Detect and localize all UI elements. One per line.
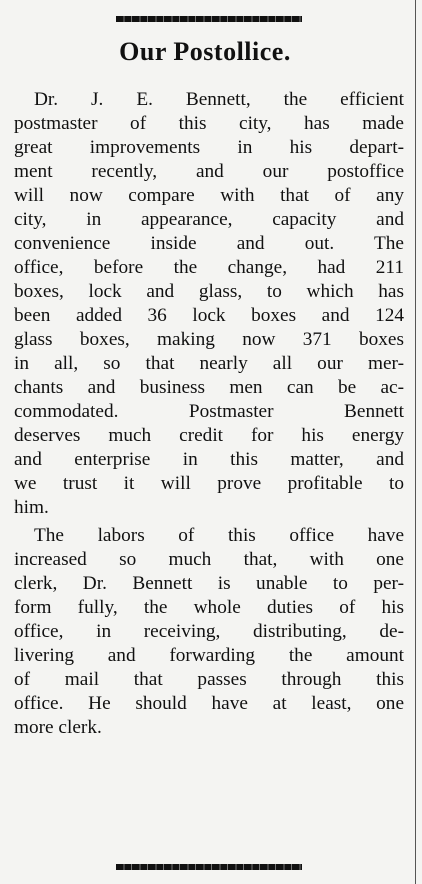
text-line: office, in receiving, distributing, de-: [14, 621, 404, 642]
text-line: we trust it will prove profitable to: [14, 473, 404, 494]
text-line: livering and forwarding the amount: [14, 645, 404, 666]
text-line: will now compare with that of any: [14, 185, 404, 206]
article-headline: Our Postollice.: [119, 37, 291, 66]
column-divider-rule: [415, 0, 416, 884]
text-line: great improvements in his depart-: [14, 137, 404, 158]
text-line: more clerk.: [14, 717, 102, 738]
top-ornamental-rule: [116, 16, 302, 22]
bottom-ornamental-rule: [116, 864, 302, 870]
text-line: him.: [14, 497, 49, 518]
text-line: increased so much that, with one: [14, 549, 404, 570]
text-line: city, in appearance, capacity and: [14, 209, 404, 230]
text-line: ment recently, and our postoffice: [14, 161, 404, 182]
text-line: boxes, lock and glass, to which has: [14, 281, 404, 302]
text-line: Dr. J. E. Bennett, the efficient: [34, 89, 404, 110]
text-line: and enterprise in this matter, and: [14, 449, 404, 470]
text-line: office. He should have at least, one: [14, 693, 404, 714]
text-line: of mail that passes through this: [14, 669, 404, 690]
text-line: form fully, the whole duties of his: [14, 597, 404, 618]
text-line: The labors of this office have: [34, 525, 404, 546]
text-line: commodated. Postmaster Bennett: [14, 401, 404, 422]
text-line: chants and business men can be ac-: [14, 377, 404, 398]
text-line: postmaster of this city, has made: [14, 113, 404, 134]
text-line: been added 36 lock boxes and 124: [14, 305, 404, 326]
text-line: deserves much credit for his energy: [14, 425, 404, 446]
text-line: glass boxes, making now 371 boxes: [14, 329, 404, 350]
text-line: clerk, Dr. Bennett is unable to per-: [14, 573, 404, 594]
text-line: in all, so that nearly all our mer-: [14, 353, 404, 374]
text-line: office, before the change, had 211: [14, 257, 404, 278]
text-line: convenience inside and out. The: [14, 233, 404, 254]
